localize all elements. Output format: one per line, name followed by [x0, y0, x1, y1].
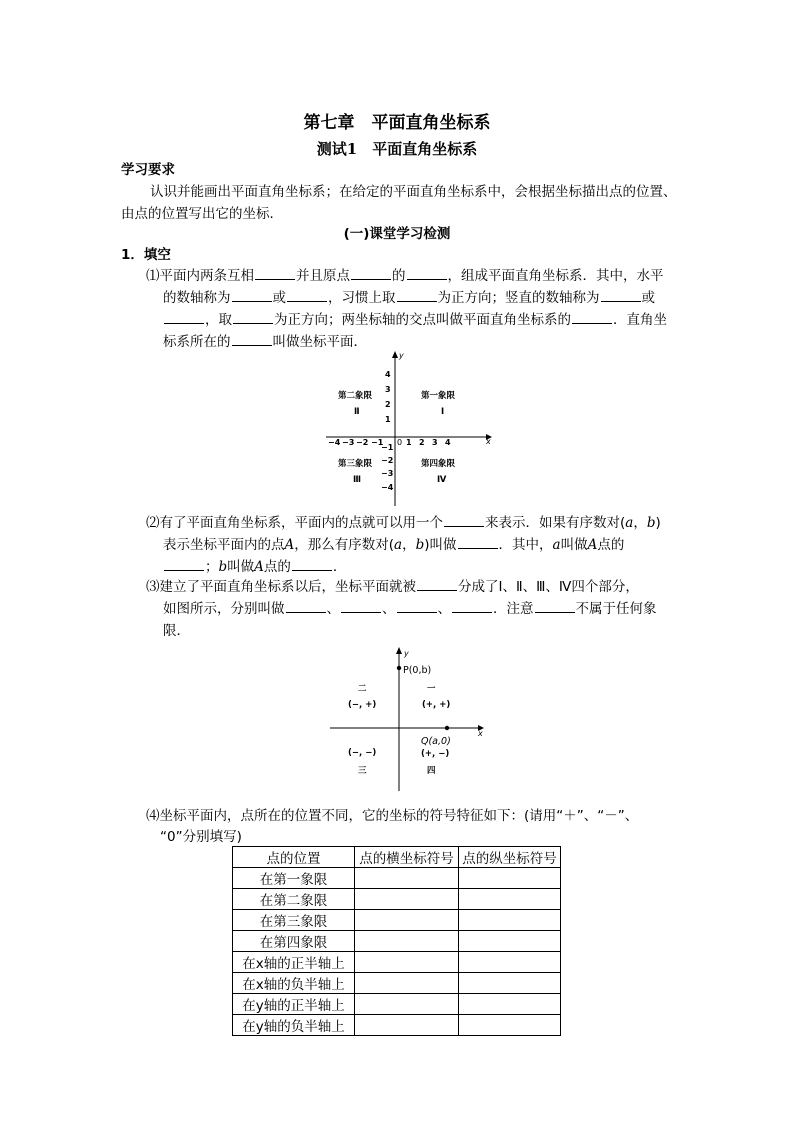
- blank[interactable]: [397, 287, 437, 302]
- text: 并且原点: [296, 268, 350, 284]
- blank[interactable]: [292, 556, 332, 571]
- table-header-row: [233, 847, 561, 868]
- chapter-title: 第七章 平面直角坐标系: [303, 113, 491, 133]
- section-title: (一)课堂学习检测: [343, 226, 451, 242]
- text: ⑶建立了平面直角坐标系以后，坐标平面就被: [146, 579, 416, 595]
- p1-line-1: [146, 265, 664, 287]
- x-tick-label: −3: [342, 438, 355, 447]
- text: ；: [205, 559, 219, 575]
- quadrant-1-number: 一: [427, 684, 436, 694]
- blank[interactable]: [232, 287, 272, 302]
- header-position: 点的位置: [233, 847, 355, 868]
- quadrant-3-number: Ⅲ: [353, 475, 362, 485]
- y-axis-arrow: [392, 351, 398, 358]
- var-A: A: [284, 537, 295, 553]
- p2-line-1: [146, 512, 661, 534]
- x-sign-cell[interactable]: [355, 952, 459, 973]
- blank[interactable]: [286, 598, 326, 613]
- y-tick-label: −2: [381, 456, 394, 465]
- quadrant-4-number: 四: [427, 766, 436, 776]
- p4-line-2: “0”分别填写): [160, 829, 242, 845]
- x-tick-label: 2: [419, 438, 425, 447]
- header-x-sign: 点的横坐标符号: [355, 847, 459, 868]
- point-q: [445, 726, 449, 730]
- blank[interactable]: [341, 598, 381, 613]
- text: 点的: [597, 537, 625, 553]
- figure-2-quadrant-signs: [328, 643, 490, 793]
- text: 的: [392, 268, 406, 284]
- text: ，: [402, 537, 416, 553]
- table-row: [233, 1015, 561, 1036]
- blank[interactable]: [164, 309, 204, 324]
- table-row: [233, 931, 561, 952]
- y-sign-cell[interactable]: [459, 931, 561, 952]
- text: 如图所示，分别叫做: [163, 601, 285, 617]
- y-tick-label: 4: [385, 370, 391, 379]
- var-A: A: [587, 537, 598, 553]
- requirements-text-1: 认识并能画出平面直角坐标系；在给定的平面直角坐标系中，会根据坐标描出点的位置、: [150, 184, 677, 200]
- p4-line-1: ⑷坐标平面内，点所在的位置不同，它的坐标的符号特征如下：(请用“＋”、“－”、: [146, 808, 639, 824]
- blank[interactable]: [233, 309, 273, 324]
- point-q-label: Q(a,0): [421, 736, 451, 747]
- y-axis-arrow: [396, 647, 402, 654]
- quadrant-1-sign: (+, +): [422, 700, 451, 710]
- text: 的数轴称为: [163, 290, 231, 306]
- quadrant-1-name: 第一象限: [421, 391, 456, 401]
- quadrant-2-number: 二: [358, 684, 367, 694]
- y-sign-cell[interactable]: [459, 994, 561, 1015]
- x-axis-label: x: [486, 437, 491, 446]
- text: 点的: [263, 559, 291, 575]
- var-b: b: [218, 559, 228, 575]
- origin-label: 0: [397, 438, 403, 447]
- var-b: b: [415, 537, 425, 553]
- text: 为正方向；两坐标轴的交点叫做平面直角坐标系的: [274, 312, 571, 328]
- y-sign-cell[interactable]: [459, 1015, 561, 1036]
- quadrant-3-number: 三: [358, 766, 367, 776]
- quadrant-4-name: 第四象限: [421, 459, 456, 469]
- blank[interactable]: [572, 309, 612, 324]
- quadrant-2-sign: (−, +): [348, 700, 377, 710]
- text: 标系所在的: [163, 334, 231, 350]
- quadrant-3-name: 第三象限: [338, 459, 373, 469]
- blank[interactable]: [232, 331, 272, 346]
- blank[interactable]: [407, 265, 447, 280]
- row-position: 在y轴的正半轴上: [233, 994, 355, 1015]
- x-axis-label: x: [478, 729, 483, 738]
- blank[interactable]: [444, 512, 484, 527]
- text: ，取: [205, 312, 232, 328]
- text: 来表示．如果有序数对(: [485, 515, 626, 531]
- text: ．直角坐: [613, 312, 667, 328]
- y-tick-label: 2: [385, 400, 391, 409]
- x-sign-cell[interactable]: [355, 910, 459, 931]
- y-axis-label: y: [404, 649, 409, 658]
- text: 、: [437, 601, 451, 617]
- blank[interactable]: [164, 556, 204, 571]
- requirements-text-2: 由点的位置写出它的坐标．: [121, 206, 283, 222]
- var-A: A: [254, 559, 264, 575]
- text: 叫做坐标平面．: [272, 334, 367, 350]
- x-tick-label: −4: [328, 438, 341, 447]
- point-p: [397, 666, 401, 670]
- row-position: 在x轴的负半轴上: [233, 973, 355, 994]
- quadrant-2-number: Ⅱ: [354, 407, 360, 417]
- x-sign-cell[interactable]: [355, 1015, 459, 1036]
- blank[interactable]: [417, 576, 457, 591]
- question-1-heading: 1．填空: [121, 247, 171, 263]
- var-b: b: [646, 515, 656, 531]
- var-a: a: [394, 537, 403, 553]
- blank[interactable]: [287, 287, 327, 302]
- y-sign-cell[interactable]: [459, 889, 561, 910]
- row-position: 在第一象限: [233, 868, 355, 889]
- y-sign-cell[interactable]: [459, 868, 561, 889]
- figure-1-coordinate-plane: [318, 348, 498, 510]
- text: 表示坐标平面内的点: [163, 537, 285, 553]
- requirements-heading: 学习要求: [121, 162, 175, 178]
- text: ．: [332, 559, 347, 575]
- quadrant-2-name: 第二象限: [338, 391, 373, 401]
- test-title: 测试1 平面直角坐标系: [316, 140, 478, 158]
- y-sign-cell[interactable]: [459, 952, 561, 973]
- p3-line-2: [163, 598, 657, 620]
- x-tick-label: 1: [406, 438, 412, 447]
- y-tick-label: −1: [381, 443, 394, 452]
- p3-line-1: [146, 576, 639, 598]
- p2-line-2: [163, 534, 624, 556]
- text: 分成了Ⅰ、Ⅱ、Ⅲ、Ⅳ四个部分，: [458, 579, 639, 595]
- x-sign-cell[interactable]: [355, 931, 459, 952]
- quadrant-4-number: Ⅳ: [437, 475, 447, 485]
- text: 或: [272, 290, 286, 306]
- blank[interactable]: [601, 287, 641, 302]
- text: ．其中，: [498, 537, 553, 553]
- text: ，组成平面直角坐标系．其中，水平: [447, 268, 664, 284]
- y-tick-label: −3: [381, 469, 394, 478]
- var-a: a: [552, 537, 561, 553]
- blank[interactable]: [535, 598, 575, 613]
- var-a: a: [625, 515, 634, 531]
- blank[interactable]: [351, 265, 391, 280]
- text: ．注意: [493, 601, 534, 617]
- y-sign-cell[interactable]: [459, 910, 561, 931]
- x-tick-label: −2: [356, 438, 369, 447]
- table-row: [233, 973, 561, 994]
- coordinate-sign-table: [232, 846, 561, 1036]
- text: 、: [382, 601, 396, 617]
- text: ): [655, 515, 661, 531]
- text: 或: [641, 290, 655, 306]
- row-position: 在第三象限: [233, 910, 355, 931]
- table-row: [233, 994, 561, 1015]
- p2-line-3: [163, 556, 346, 578]
- blank[interactable]: [452, 598, 492, 613]
- y-tick-label: 1: [385, 415, 391, 424]
- blank[interactable]: [255, 265, 295, 280]
- text: ⑴平面内两条互相: [146, 268, 254, 284]
- y-sign-cell[interactable]: [459, 973, 561, 994]
- table-row: [233, 868, 561, 889]
- text: 限．: [163, 623, 190, 639]
- table-row: [233, 889, 561, 910]
- x-tick-label: −1: [371, 438, 384, 447]
- quadrant-3-sign: (−, −): [348, 748, 377, 758]
- x-tick-label: 4: [445, 438, 451, 447]
- text: ，: [633, 515, 647, 531]
- table-row: [233, 910, 561, 931]
- quadrant-1-number: Ⅰ: [441, 407, 445, 417]
- text: 、: [326, 601, 340, 617]
- text: )叫做: [424, 537, 457, 553]
- row-position: 在第四象限: [233, 931, 355, 952]
- point-p-label: P(0,b): [403, 665, 432, 676]
- row-position: 在第二象限: [233, 889, 355, 910]
- text: 不属于任何象: [575, 601, 657, 617]
- table-row: [233, 952, 561, 973]
- row-position: 在x轴的正半轴上: [233, 952, 355, 973]
- x-tick-label: 3: [432, 438, 438, 447]
- p1-line-2: [163, 287, 655, 309]
- text: 叫做: [560, 537, 588, 553]
- p3-line-3: [163, 620, 190, 642]
- header-y-sign: 点的纵坐标符号: [459, 847, 561, 868]
- text: ⑵有了平面直角坐标系，平面内的点就可以用一个: [146, 515, 443, 531]
- x-sign-cell[interactable]: [355, 973, 459, 994]
- p1-line-3: [163, 309, 667, 331]
- text: ，那么有序数对(: [294, 537, 395, 553]
- text: 为正方向；竖直的数轴称为: [437, 290, 600, 306]
- x-sign-cell[interactable]: [355, 868, 459, 889]
- text: 叫做: [227, 559, 255, 575]
- x-sign-cell[interactable]: [355, 994, 459, 1015]
- blank[interactable]: [458, 534, 498, 549]
- row-position: 在y轴的负半轴上: [233, 1015, 355, 1036]
- blank[interactable]: [397, 598, 437, 613]
- y-tick-label: 3: [385, 385, 391, 394]
- y-tick-label: −4: [381, 483, 394, 492]
- x-sign-cell[interactable]: [355, 889, 459, 910]
- y-axis-label: y: [399, 351, 404, 360]
- quadrant-4-sign: (+, −): [421, 749, 450, 759]
- text: ，习惯上取: [328, 290, 396, 306]
